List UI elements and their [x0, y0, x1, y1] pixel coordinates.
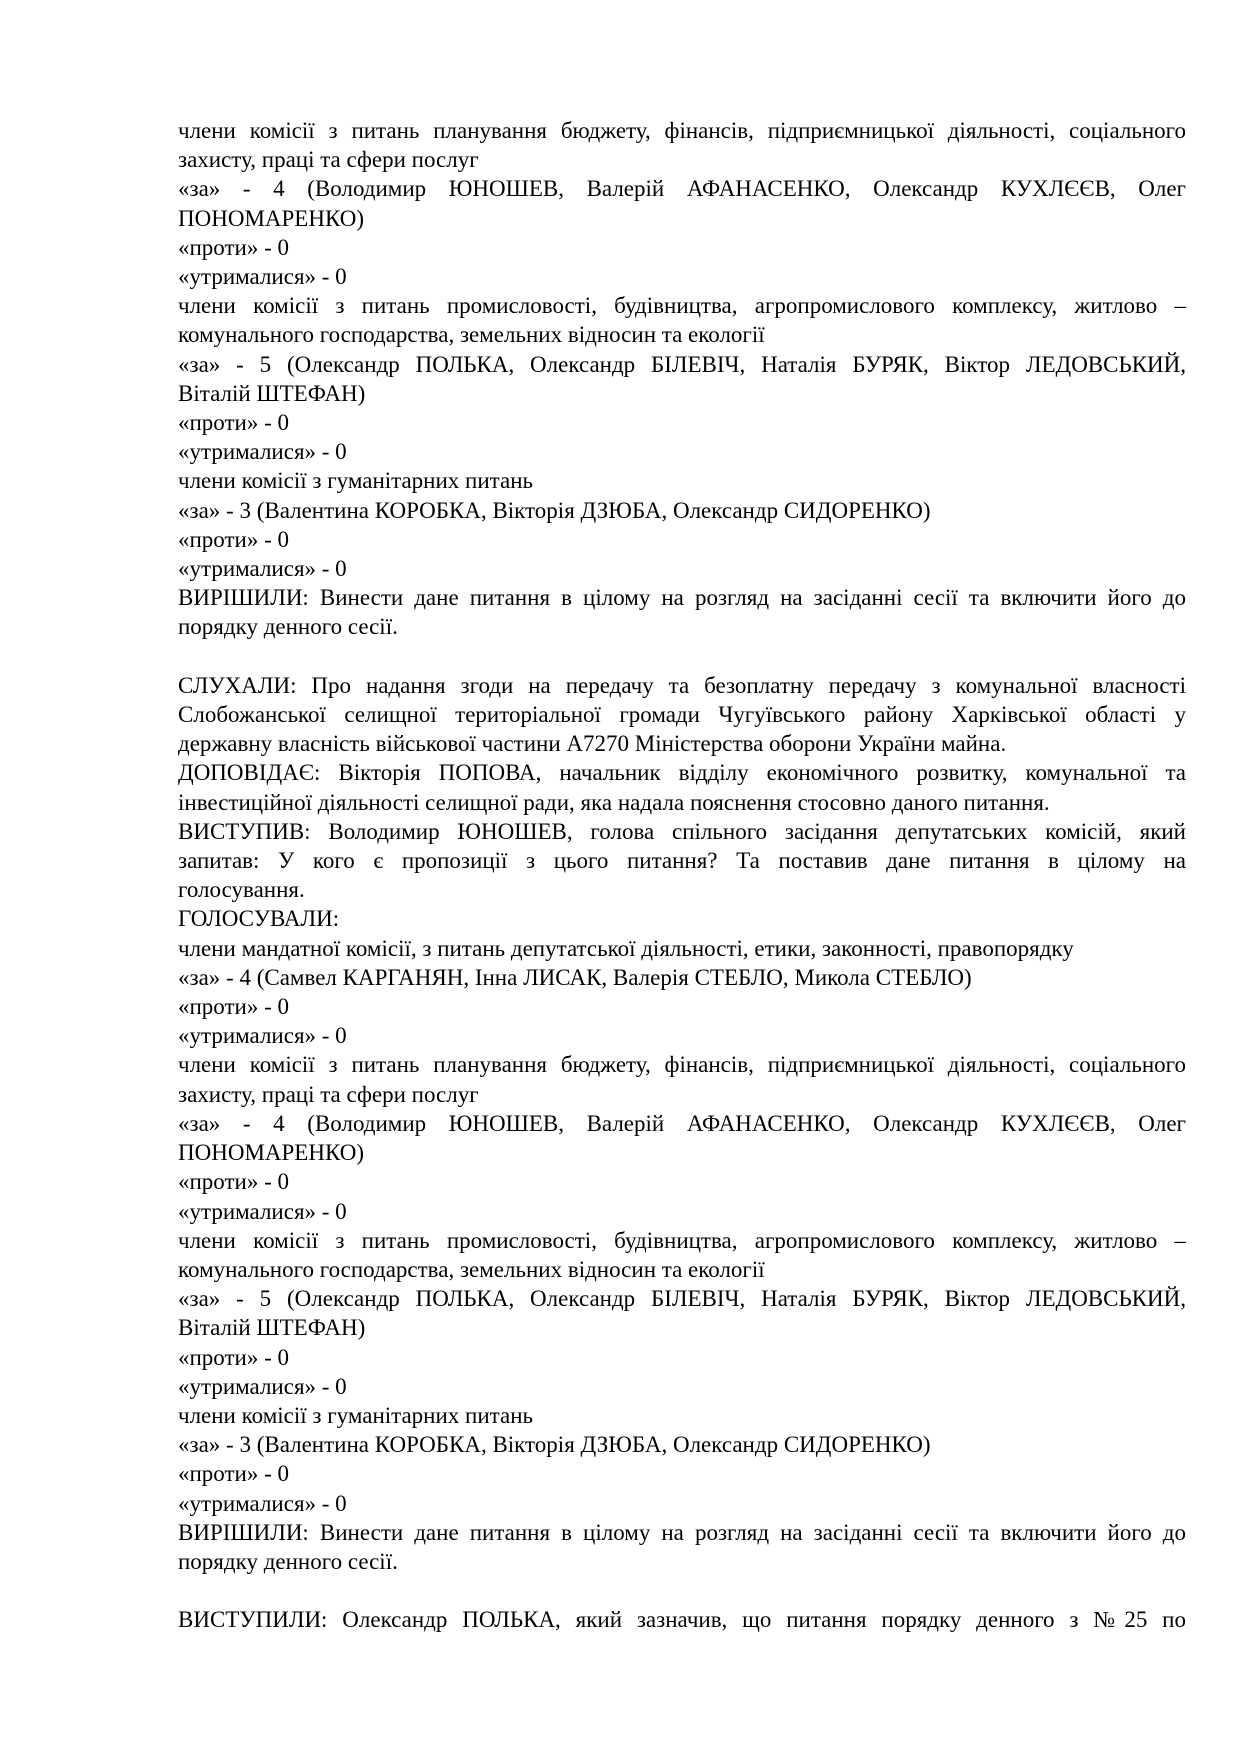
text-line: члени комісії з питань планування бюджету, фінансів, підприємницької діяльності, соціального: [178, 118, 1186, 143]
text-line: «утрималися» - 0: [178, 264, 347, 290]
text-line: «утрималися» - 0: [178, 1023, 347, 1049]
text-line: ВИРІШИЛИ: Винести дане питання в цілому на розгляд на засіданні сесії та включити його до: [178, 1519, 1186, 1545]
text-line: «утрималися» - 0: [178, 1198, 347, 1224]
text-line: порядку денного сесії.: [178, 614, 398, 640]
text-line: «проти» - 0: [178, 526, 290, 552]
blank-line: [178, 642, 1186, 671]
text-line: запитав: У кого є пропозиції з цього питання? Та поставив дане питання в цілому на: [178, 848, 1186, 874]
text-line: «утрималися» - 0: [178, 556, 347, 582]
text-line: члени комісії з питань промисловості, будівництва, агропромислового комплексу, житлово –: [178, 1227, 1186, 1253]
text-line: «за» - 4 (Володимир ЮНОШЕВ, Валерій АФАНАСЕНКО, Олександр КУХЛЄЄВ, Олег: [178, 176, 1186, 202]
text-line: «за» - 5 (Олександр ПОЛЬКА, Олександр БІЛЕВІЧ, Наталія БУРЯК, Віктор ЛЕДОВСЬКИЙ,: [178, 1286, 1186, 1312]
text-line: «проти» - 0: [178, 1344, 290, 1370]
text-line: інвестиційної діяльності селищної ради, яка надала пояснення стосовно даного питання.: [178, 789, 1050, 815]
text-line: комунального господарства, земельних відносин та екології: [178, 1256, 765, 1282]
text-line: захисту, праці та сфери послуг: [178, 1081, 479, 1107]
text-line: захисту, праці та сфери послуг: [178, 147, 479, 173]
text-line: члени мандатної комісії, з питань депутатської діяльності, етики, законності, правопорядку: [178, 935, 1074, 961]
text-line: «за» - 5 (Олександр ПОЛЬКА, Олександр БІЛЕВІЧ, Наталія БУРЯК, Віктор ЛЕДОВСЬКИЙ,: [178, 351, 1186, 377]
text-line: «проти» - 0: [178, 994, 290, 1020]
text-line: «проти» - 0: [178, 1461, 290, 1487]
text-line: комунального господарства, земельних відносин та екології: [178, 322, 765, 348]
text-line: члени комісії з питань планування бюджету, фінансів, підприємницької діяльності, соціального: [178, 1052, 1186, 1078]
text-line: Віталій ШТЕФАН): [178, 380, 366, 406]
text-line: «утрималися» - 0: [178, 1490, 347, 1516]
blank-line: [178, 1576, 1186, 1605]
text-line: державну власність військової частини А7270 Міністерства оборони України майна.: [178, 731, 1007, 757]
text-line: голосування.: [178, 877, 305, 903]
text-line: «утрималися» - 0: [178, 1373, 347, 1399]
text-line: ПОНОМАРЕНКО): [178, 1140, 364, 1166]
text-line: Слобожанської селищної територіальної громади Чугуївського району Харківської області у: [178, 702, 1186, 728]
text-line: ВИРІШИЛИ: Винести дане питання в цілому на розгляд на засіданні сесії та включити його до: [178, 585, 1186, 611]
text-line: Віталій ШТЕФАН): [178, 1315, 366, 1341]
text-line: члени комісії з гуманітарних питань: [178, 1402, 534, 1428]
text-line: ВИСТУПИЛИ: Олександр ПОЛЬКА, який зазначив, що питання порядку денного з №25 по: [178, 1607, 1186, 1633]
text-line: ДОПОВІДАЄ: Вікторія ПОПОВА, начальник відділу економічного розвитку, комунальної та: [178, 760, 1186, 786]
text-line: члени комісії з питань промисловості, будівництва, агропромислового комплексу, житлово –: [178, 293, 1186, 319]
text-line: «за» - 4 (Володимир ЮНОШЕВ, Валерій АФАНАСЕНКО, Олександр КУХЛЄЄВ, Олег: [178, 1110, 1186, 1136]
text-line: «проти» - 0: [178, 410, 290, 436]
text-line: «проти» - 0: [178, 1169, 290, 1195]
document-page: [178, 116, 1186, 1635]
text-line: ПОНОМАРЕНКО): [178, 205, 364, 231]
text-line: ГОЛОСУВАЛИ:: [178, 906, 340, 932]
text-line: «утрималися» - 0: [178, 439, 347, 465]
text-line: «за» - 3 (Валентина КОРОБКА, Вікторія ДЗЮБА, Олександр СИДОРЕНКО): [178, 1432, 931, 1458]
text-line: члени комісії з гуманітарних питань: [178, 468, 534, 494]
text-line: «проти» - 0: [178, 234, 290, 260]
text-line: «за» - 4 (Самвел КАРГАНЯН, Інна ЛИСАК, Валерія СТЕБЛО, Микола СТЕБЛО): [178, 964, 972, 990]
text-line: порядку денного сесії.: [178, 1548, 398, 1574]
text-line: СЛУХАЛИ: Про надання згоди на передачу та безоплатну передачу з комунальної власності: [178, 672, 1186, 698]
text-line: ВИСТУПИВ: Володимир ЮНОШЕВ, голова спільного засідання депутатських комісій, який: [178, 818, 1186, 844]
text-line: «за» - 3 (Валентина КОРОБКА, Вікторія ДЗЮБА, Олександр СИДОРЕНКО): [178, 497, 931, 523]
